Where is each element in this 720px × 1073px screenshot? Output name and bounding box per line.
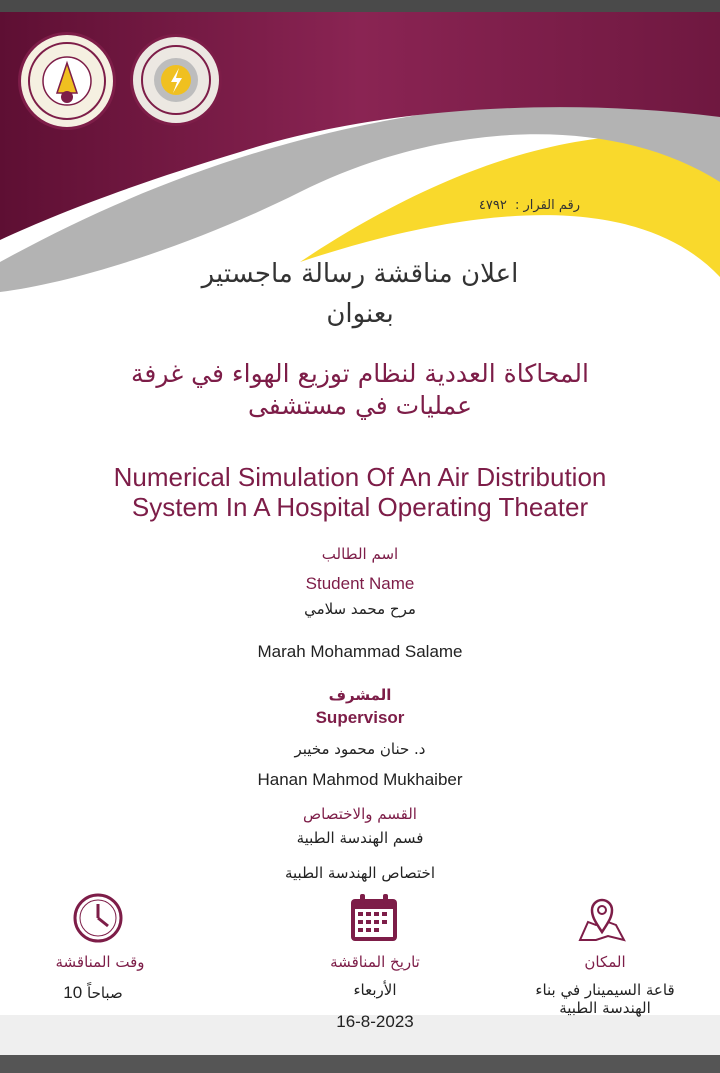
announcement-title: اعلان مناقشة رسالة ماجستير [201, 259, 519, 289]
engineering-gear-logo [130, 34, 222, 126]
place-label: المكان [584, 953, 626, 971]
announcement-subtitle: بعنوان [326, 299, 394, 329]
decision-number [440, 198, 580, 213]
supervisor-label-en: Supervisor [315, 708, 405, 727]
map-location-icon [576, 892, 628, 944]
place-line1: قاعة السيمينار في بناء [535, 981, 675, 999]
date-day: الأربعاء [353, 981, 397, 999]
student-name-en: Marah Mohammad Salame [257, 642, 463, 661]
student-label-ar: اسم الطالب [321, 545, 399, 563]
date-value: 16-8-2023 [336, 1012, 414, 1031]
thesis-title-en-line2: System In A Hospital Operating Theater [131, 492, 589, 522]
calendar-icon [348, 892, 400, 944]
thesis-title-ar-line2: عمليات في مستشفى [247, 391, 473, 420]
supervisor-name-ar: د. حنان محمود مخيبر [294, 740, 426, 758]
department-value: فسم الهندسة الطبية [296, 829, 424, 847]
date-label: تاريخ المناقشة [330, 953, 420, 971]
place-line2: الهندسة الطبية [559, 999, 651, 1017]
thesis-title-arabic [0, 358, 720, 422]
clock-icon [72, 892, 124, 944]
decision-value: ٤٧٩٢ [478, 198, 507, 213]
time-value-row [30, 983, 170, 1003]
thesis-title-en-line1: Numerical Simulation Of An Air Distribution [113, 462, 607, 492]
university-seal-logo [18, 32, 116, 130]
thesis-title-ar-line1: المحاكاة العددية لنظام توزيع الهواء في غرفة [131, 359, 589, 388]
decision-label: رقم القرار : [515, 198, 580, 213]
supervisor-name-en: Hanan Mahmod Mukhaiber [257, 770, 463, 789]
time-label: وقت المناقشة [55, 953, 145, 971]
place-value [510, 981, 700, 1017]
student-name-ar: مرح محمد سلامي [304, 600, 416, 618]
time-period: صباحاً [87, 984, 123, 1002]
thesis-title-english [0, 462, 720, 522]
student-label-en: Student Name [305, 574, 415, 593]
bottom-navigation-bar [0, 1055, 720, 1073]
supervisor-label-ar: المشرف [328, 686, 392, 704]
specialty-value: اختصاص الهندسة الطبية [284, 864, 435, 882]
time-value: 10 [63, 983, 83, 1002]
top-status-bar [0, 0, 720, 12]
department-label: القسم والاختصاص [303, 805, 417, 823]
